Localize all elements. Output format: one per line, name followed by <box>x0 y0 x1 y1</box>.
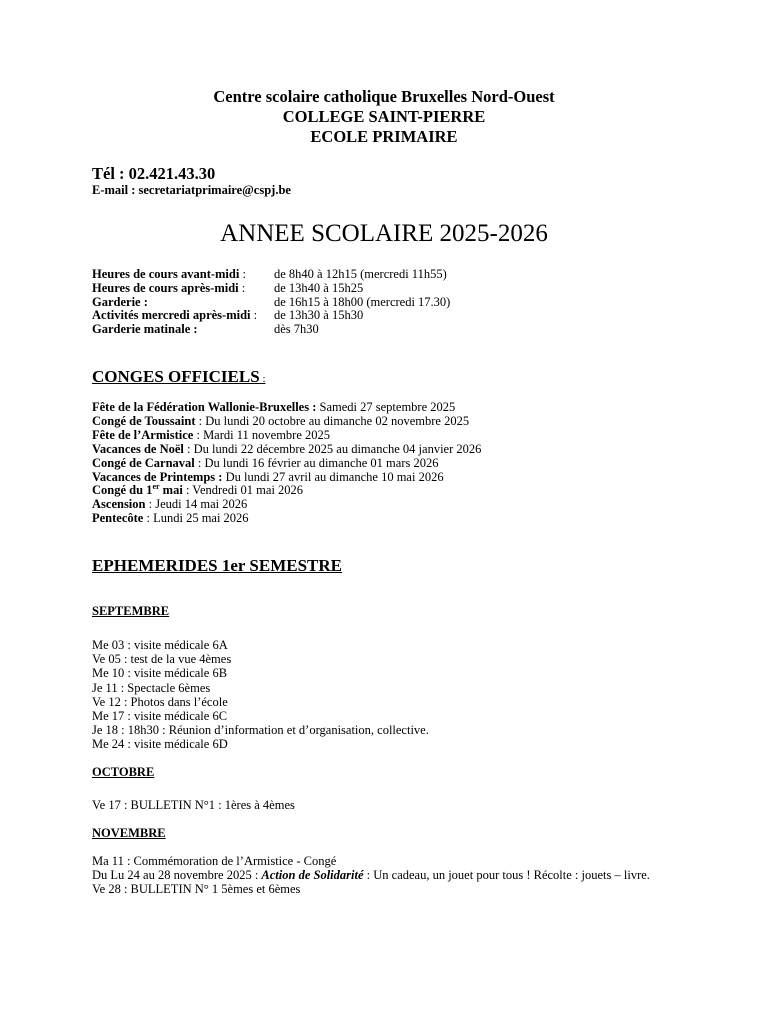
conge-detail: : Vendredi 01 mai 2026 <box>182 483 304 498</box>
list-item: Me 17 : visite médicale 6C <box>92 708 228 723</box>
octobre-list <box>92 798 295 812</box>
list-item <box>92 429 481 443</box>
conge-name: Congé de Carnaval <box>92 455 195 470</box>
conges-heading-text: CONGES OFFICIELS <box>92 367 260 386</box>
conge-name: Fête de la Fédération Wallonie-Bruxelles : <box>92 400 317 414</box>
action-solidarite: Action de Solidarité <box>261 868 364 883</box>
hours-colon: : <box>250 308 258 323</box>
list-item: Me 10 : visite médicale 6B <box>92 666 228 681</box>
hours-value: dès 7h30 <box>274 322 319 337</box>
list-item: Ma 11 : Commémoration de l’Armistice - Congé <box>92 854 337 868</box>
hours-label: Activités mercredi après-midi <box>92 308 251 323</box>
hours-value: de 13h30 à 15h30 <box>274 308 364 323</box>
list-item: Me 03 : visite médicale 6A <box>92 638 228 652</box>
conges-heading-colon: : <box>259 373 266 385</box>
list-item <box>92 415 481 429</box>
conges-list <box>92 401 481 526</box>
novembre-list <box>92 854 650 897</box>
conge-detail: : Lundi 25 mai 2026 <box>143 511 249 526</box>
email: E-mail : secretariatprimaire@cspj.be <box>92 183 291 197</box>
conge-name-part: Congé du 1 <box>92 483 153 498</box>
list-item <box>92 443 481 457</box>
hours-label: Garderie : <box>92 294 148 309</box>
conge-detail: : Du lundi 22 décembre 2025 au dimanche 04 janvier 2026 <box>183 441 482 456</box>
list-item: Je 11 : Spectacle 6èmes <box>92 680 211 695</box>
conge-name: Ascension <box>92 497 146 512</box>
hours-value: de 16h15 à 18h00 (mercredi 17.30) <box>274 294 451 309</box>
conge-name: Fête de l’Armistice <box>92 427 194 442</box>
hours-label: Heures de cours avant-midi <box>92 267 240 281</box>
hours-value: de 13h40 à 15h25 <box>274 280 364 295</box>
ephemerides-heading: EPHEMERIDES 1er SEMESTRE <box>92 556 343 575</box>
list-item: Ve 28 : BULLETIN N° 1 5èmes et 6èmes <box>92 882 301 897</box>
hours-colon: : <box>238 280 246 295</box>
list-item <box>92 868 650 882</box>
conge-name-part: mai <box>159 483 183 498</box>
list-item <box>92 512 481 526</box>
item-detail: : Un cadeau, un jouet pour tous ! Récolte : jouets – livre. <box>363 868 650 883</box>
list-item <box>92 498 481 512</box>
page-title: ANNEE SCOLAIRE 2025-2026 <box>220 220 548 247</box>
month-heading-octobre: OCTOBRE <box>92 765 155 779</box>
hours-row <box>92 322 319 337</box>
hours-row <box>92 308 364 323</box>
conge-detail: : Du lundi 16 février au dimanche 01 mars 2026 <box>194 455 439 470</box>
hours-label: Heures de cours après-midi <box>92 280 239 295</box>
college-name: COLLEGE SAINT-PIERRE <box>282 107 486 126</box>
month-heading-septembre: SEPTEMBRE <box>92 604 170 618</box>
list-item: Ve 17 : BULLETIN N°1 : 1ères à 4èmes <box>92 798 295 812</box>
school-name: ECOLE PRIMAIRE <box>310 127 458 146</box>
school-group-name: Centre scolaire catholique Bruxelles Nord-Ouest <box>213 87 555 106</box>
ordinal-suffix: er <box>152 482 160 492</box>
hours-row <box>92 267 447 282</box>
telephone: Tél : 02.421.43.30 <box>92 164 216 183</box>
hours-label: Garderie matinale : <box>92 322 198 337</box>
list-item: Ve 05 : test de la vue 4èmes <box>92 652 232 667</box>
list-item: Je 18 : 18h30 : Réunion d’information et d’organisation, collective. <box>92 723 429 738</box>
item-date: Du Lu 24 au 28 novembre 2025 : <box>92 868 262 883</box>
list-item: Me 24 : visite médicale 6D <box>92 737 228 752</box>
conge-name: Vacances de Printemps : <box>92 469 223 484</box>
list-item: Ve 12 : Photos dans l’école <box>92 694 228 709</box>
conge-name: Vacances de Noël <box>92 441 184 456</box>
list-item <box>92 457 481 471</box>
septembre-list <box>92 638 429 752</box>
hours-colon: : <box>239 267 246 281</box>
conge-detail: Samedi 27 septembre 2025 <box>316 400 456 414</box>
conge-detail: Du lundi 27 avril au dimanche 10 mai 2026 <box>222 469 444 484</box>
hours-value: de 8h40 à 12h15 (mercredi 11h55) <box>274 267 447 281</box>
list-item <box>92 401 481 415</box>
hours-row <box>92 294 451 310</box>
conge-name: Congé de Toussaint <box>92 413 196 428</box>
conge-detail: : Jeudi 14 mai 2026 <box>145 497 248 512</box>
hours-row <box>92 280 364 296</box>
school-hours <box>92 267 451 337</box>
conge-detail: : Du lundi 20 octobre au dimanche 02 novembre 2025 <box>195 413 470 428</box>
conges-heading <box>92 367 266 387</box>
conge-name: Pentecôte <box>92 511 144 526</box>
conge-name <box>92 483 183 497</box>
conge-detail: : Mardi 11 novembre 2025 <box>193 427 331 442</box>
list-item <box>92 484 481 498</box>
month-heading-novembre: NOVEMBRE <box>92 826 166 840</box>
